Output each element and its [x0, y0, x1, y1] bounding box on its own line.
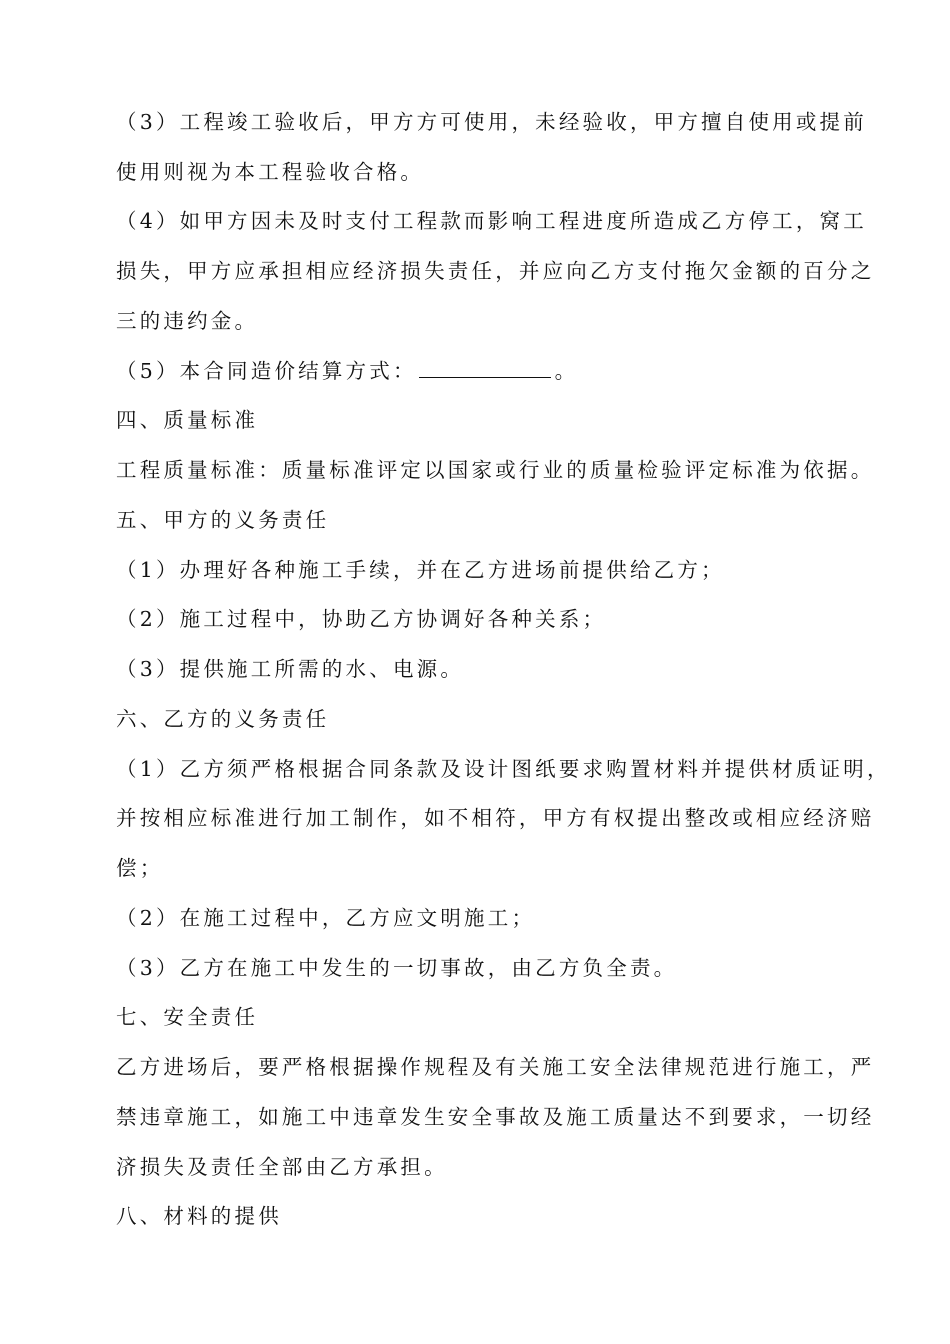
clause-3-4-line-3: 三的违约金。	[116, 309, 259, 333]
clause-3-3-line-1: （3）工程竣工验收后，甲方方可使用，未经验收，甲方擅自使用或提前	[116, 110, 867, 134]
clause-3-5-line	[116, 358, 846, 384]
section-7-body-line-3: 济损失及责任全部由乙方承担。	[116, 1155, 448, 1179]
clause-5-1: （1）办理好各种施工手续，并在乙方进场前提供给乙方；	[116, 558, 725, 582]
section-6-heading: 六、乙方的义务责任	[116, 707, 330, 731]
section-4-body: 工程质量标准：质量标准评定以国家或行业的质量检验评定标准为依据。	[116, 458, 875, 482]
clause-6-2: （2）在施工过程中，乙方应文明施工；	[116, 906, 536, 930]
section-7-heading: 七、安全责任	[116, 1005, 259, 1029]
clause-5-2: （2）施工过程中，协助乙方协调好各种关系；	[116, 607, 607, 631]
clause-6-1-line-3: 偿；	[116, 856, 164, 880]
section-7-body-line-2: 禁违章施工，如施工中违章发生安全事故及施工质量达不到要求，一切经	[116, 1105, 875, 1129]
clause-3-4-line-2: 损失，甲方应承担相应经济损失责任，并应向乙方支付拖欠金额的百分之	[116, 259, 875, 283]
settlement-method-blank	[419, 359, 551, 378]
clause-3-5-text: （5）本合同造价结算方式：	[116, 359, 417, 383]
clause-3-4-line-1: （4）如甲方因未及时支付工程款而影响工程进度所造成乙方停工，窝工	[116, 209, 867, 233]
section-4-heading: 四、质量标准	[116, 408, 259, 432]
section-5-heading: 五、甲方的义务责任	[116, 508, 330, 532]
clause-6-1-line-2: 并按相应标准进行加工制作，如不相符，甲方有权提出整改或相应经济赔	[116, 806, 875, 830]
section-7-body-line-1: 乙方进场后，要严格根据操作规程及有关施工安全法律规范进行施工，严	[116, 1055, 875, 1079]
clause-3-3-line-2: 使用则视为本工程验收合格。	[116, 160, 425, 184]
clause-6-1-line-1: （1）乙方须严格根据合同条款及设计图纸要求购置材料并提供材质证明，	[116, 757, 891, 781]
clause-3-5-suffix: 。	[554, 359, 579, 383]
clause-6-3: （3）乙方在施工中发生的一切事故，由乙方负全责。	[116, 956, 678, 980]
clause-5-3: （3）提供施工所需的水、电源。	[116, 657, 465, 681]
section-8-heading: 八、材料的提供	[116, 1204, 282, 1228]
